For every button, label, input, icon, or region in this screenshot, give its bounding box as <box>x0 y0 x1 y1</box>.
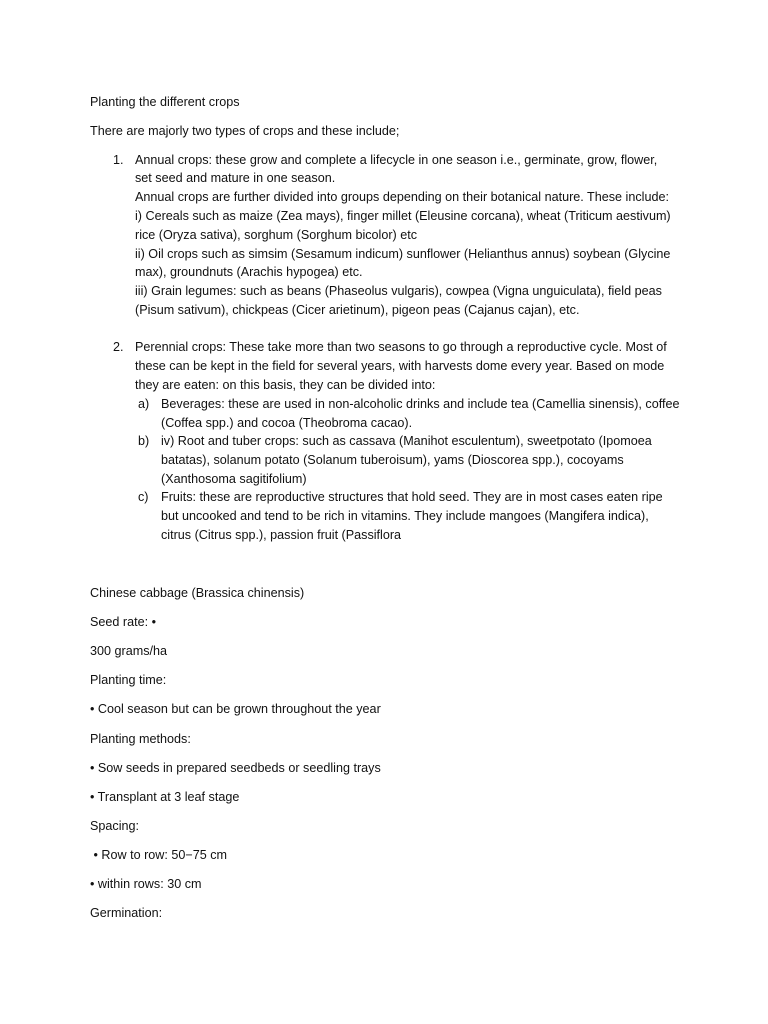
document-title: Planting the different crops <box>90 95 240 109</box>
planting-method-item: • Transplant at 3 leaf stage <box>90 790 240 804</box>
list-line: iii) Grain legumes: such as beans (Phaseolus vulgaris), cowpea (Vigna unguiculata), field peas <box>135 284 662 298</box>
spacing-label: Spacing: <box>90 819 140 833</box>
list-line: rice (Oryza sativa), sorghum (Sorghum bicolor) etc <box>135 228 418 242</box>
planting-methods-label: Planting methods: <box>90 732 191 746</box>
germination-label: Germination: <box>90 906 163 920</box>
sublist-line: (Coffea spp.) and cocoa (Theobroma cacao). <box>161 416 413 430</box>
list-line: Annual crops are further divided into groups depending on their botanical nature. These include: <box>135 190 669 204</box>
list-line: ii) Oil crops such as simsim (Sesamum indicum) sunflower (Helianthus annus) soybean (Glycine <box>135 247 671 261</box>
list-line: Annual crops: these grow and complete a lifecycle in one season i.e., germinate, grow, flower, <box>135 153 658 167</box>
seed-rate-value: 300 grams/ha <box>90 644 168 658</box>
sublist-letter: a) <box>138 397 150 411</box>
list-line: (Pisum sativum), chickpeas (Cicer arietinum), pigeon peas (Cajanus cajan), etc. <box>135 303 580 317</box>
list-line: max), groundnuts (Arachis hypogea) etc. <box>135 265 363 279</box>
sublist-line: citrus (Citrus spp.), passion fruit (Passiflora <box>161 528 402 542</box>
sublist-line: but uncooked and tend to be rich in vitamins. They include mangoes (Mangifera indica), <box>161 509 649 523</box>
sublist-line: (Xanthosoma sagitifolium) <box>161 472 307 486</box>
sublist-line: iv) Root and tuber crops: such as cassava (Manihot esculentum), sweetpotato (Ipomoea <box>161 434 652 448</box>
planting-time-item: • Cool season but can be grown throughout the year <box>90 702 381 716</box>
sublist-line: Beverages: these are used in non-alcoholic drinks and include tea (Camellia sinensis), coffee <box>161 397 680 411</box>
sublist-letter: b) <box>138 434 150 448</box>
list-line: these can be kept in the field for several years, with harvests dome every year. Based on mode <box>135 359 665 373</box>
seed-rate-label: Seed rate: • <box>90 615 157 629</box>
list-number: 2. <box>113 340 124 354</box>
planting-time-label: Planting time: <box>90 673 167 687</box>
sublist-letter: c) <box>138 490 149 504</box>
sublist-line: batatas), solanum potato (Solanum tuberoisum), yams (Dioscorea spp.), cocoyams <box>161 453 624 467</box>
intro-paragraph: There are majorly two types of crops and these include; <box>90 124 400 138</box>
sublist-line: Fruits: these are reproductive structures that hold seed. They are in most cases eaten ripe <box>161 490 663 504</box>
planting-method-item: • Sow seeds in prepared seedbeds or seedling trays <box>90 761 381 775</box>
list-line: Perennial crops: These take more than two seasons to go through a reproductive cycle. Most of <box>135 340 667 354</box>
list-line: i) Cereals such as maize (Zea mays), finger millet (Eleusine corcana), wheat (Triticum aestivum) <box>135 209 671 223</box>
list-number: 1. <box>113 153 124 167</box>
list-line: set seed and mature in one season. <box>135 171 336 185</box>
crop-heading: Chinese cabbage (Brassica chinensis) <box>90 586 305 600</box>
spacing-item: • within rows: 30 cm <box>90 877 202 891</box>
list-line: they are eaten: on this basis, they can be divided into: <box>135 378 436 392</box>
spacing-item: • Row to row: 50−75 cm <box>90 848 228 862</box>
